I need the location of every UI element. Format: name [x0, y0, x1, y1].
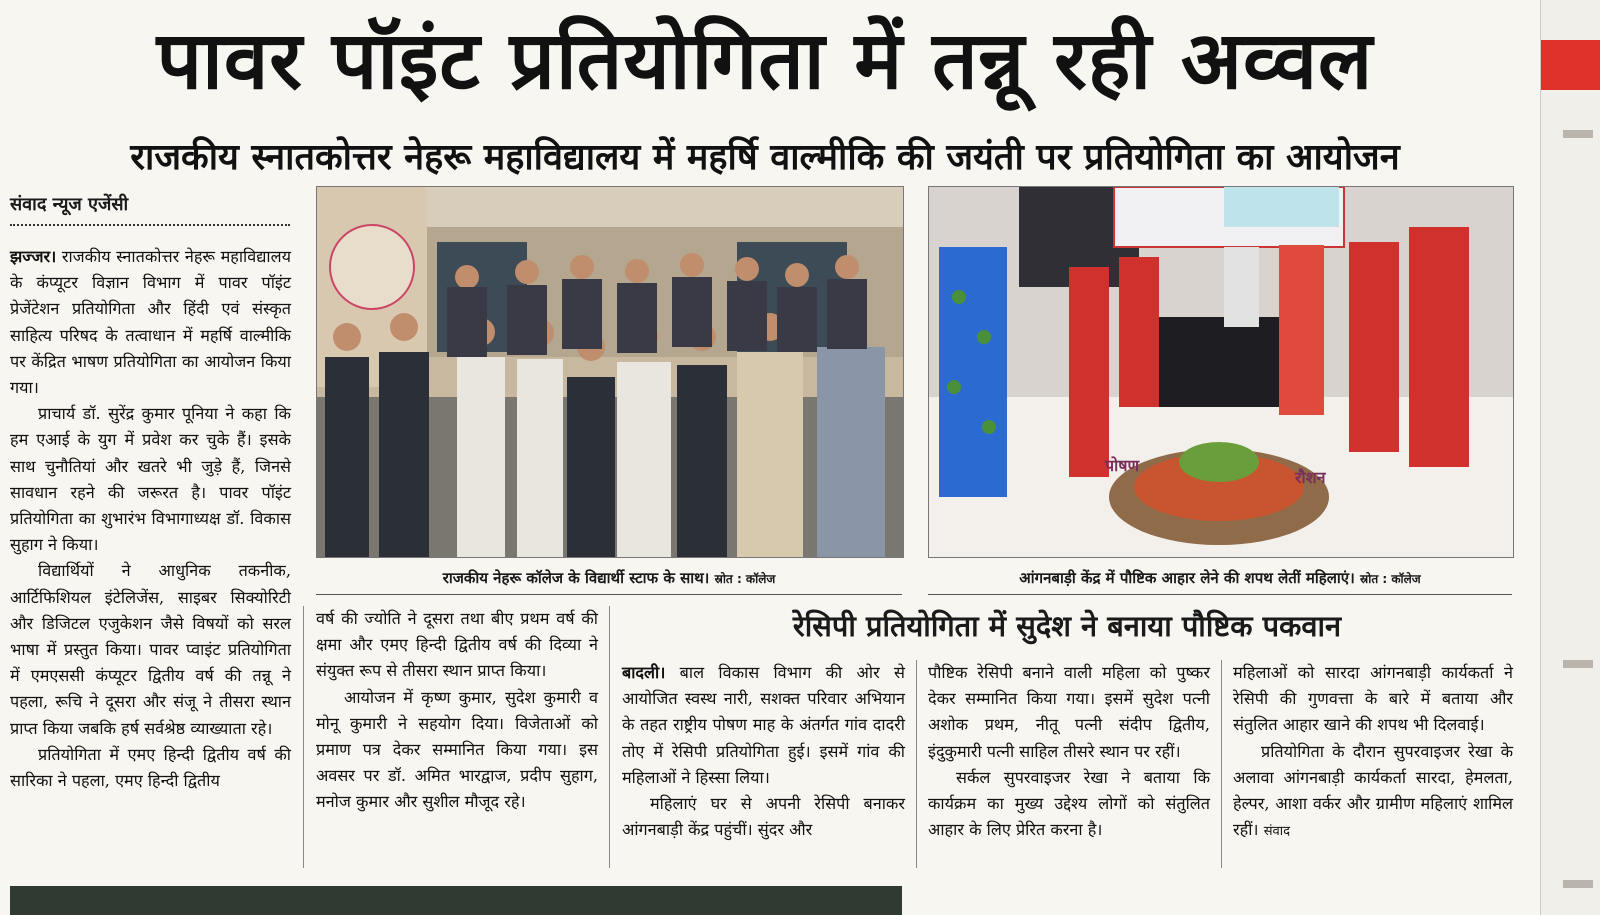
column-divider	[1221, 660, 1222, 868]
next-article-photo-edge	[10, 886, 902, 915]
byline-divider	[10, 224, 290, 226]
story1-paragraph: प्राचार्य डॉ. सुरेंद्र कुमार पूनिया ने कहा कि हम एआई के युग में प्रवेश कर चुके हैं। इसके साथ चुनौतियां और खतरे भी जुड़े हैं, जिनसे सावधान रहने की जरूरत है। पावर पॉइंट प्रतियोगिता का शुभारंभ विभागाध्यक्ष डॉ. विकास सुहाग ने किया।	[10, 404, 291, 555]
photo2-caption-text: आंगनबाड़ी केंद्र में पौष्टिक आहार लेने की शपथ लेतीं महिलाएं।	[1019, 569, 1355, 587]
adjacent-red-banner	[1541, 40, 1600, 90]
photo2-caption-rule	[928, 594, 1512, 595]
story1-dateline: झज्जर।	[10, 247, 57, 266]
story2-column-1	[622, 660, 905, 843]
photo1-caption-text: राजकीय नेहरू कॉलेज के विद्यार्थी स्टाफ के साथ।	[442, 569, 710, 587]
photo1-source: स्रोत : कॉलेज	[714, 572, 776, 586]
adjacent-text-fragment	[1563, 660, 1593, 668]
story1-column-2	[316, 606, 598, 816]
story1-paragraph: आयोजन में कृष्ण कुमार, सुदेश कुमारी व मोनू कुमारी ने सहयोग दिया। विजेताओं को प्रमाण पत्र देकर सम्मानित किया गया। इस अवसर पर डॉ. अमित भारद्वाज, प्रदीप सुहाग, मनोज कुमार और सुशील मौजूद रहे।	[316, 687, 598, 812]
byline: संवाद न्यूज एजेंसी	[10, 194, 129, 215]
story1-paragraph: वर्ष की ज्योति ने दूसरा तथा बीए प्रथम वर्ष की क्षमा और एमए हिन्दी द्वितीय वर्ष की दिव्या ने संयुक्त रूप से तीसरा स्थान प्राप्त किया।	[316, 609, 598, 681]
photo1-caption-rule	[316, 594, 902, 595]
photo-anganwadi-pledge	[928, 186, 1514, 558]
column-divider	[916, 660, 917, 868]
story2-column-3	[1233, 660, 1513, 845]
page-subheadline: राजकीय स्नातकोत्तर नेहरू महाविद्यालय में महर्षि वाल्मीकि की जयंती पर प्रतियोगिता का आयोजन	[130, 137, 1400, 178]
story2-column-2	[928, 660, 1210, 843]
story2-paragraph: सर्कल सुपरवाइजर रेखा ने बताया कि कार्यक्रम का मुख्य उद्देश्य लोगों को संतुलित आहार के लिए प्रेरित करना है।	[928, 767, 1210, 840]
story1-paragraph: राजकीय स्नातकोत्तर नेहरू महाविद्यालय के कंप्यूटर विज्ञान विभाग में पावर पॉइंट प्रेजेंटेशन प्रतियोगिता और हिंदी एवं संस्कृत साहित्य परिषद के तत्वाधान में महर्षि वाल्मीकि पर केंद्रित भाषण प्रतियोगिता का आयोजन किया गया।	[10, 247, 291, 398]
photo2-caption	[928, 565, 1512, 592]
story1-paragraph: प्रतियोगिता में एमए हिन्दी द्वितीय वर्ष की सारिका ने पहला, एमए हिन्दी द्वितीय	[10, 744, 291, 791]
story2-paragraph: प्रतियोगिता के दौरान सुपरवाइजर रेखा के अलावा आंगनबाड़ी कार्यकर्ता सारदा, हेमलता, हेल्पर, आशा वर्कर और ग्रामीण महिलाएं शामिल रहीं।	[1233, 741, 1513, 840]
photo-college-group	[316, 186, 904, 558]
photo1-caption	[316, 565, 902, 592]
story2-paragraph: पौष्टिक रेसिपी बनाने वाली महिला को पुष्कर देकर सम्मानित किया गया। इसमें सुदेश पत्नी अशोक प्रथम, नीतू पत्नी संदीप द्वितीय, इंदुकुमारी पत्नी साहिल तीसरे स्थान पर रहीं।	[928, 663, 1210, 761]
story2-headline: रेसिपी प्रतियोगिता में सुदेश ने बनाया पौष्टिक पकवान	[792, 609, 1342, 643]
adjacent-text-fragment	[1563, 880, 1593, 888]
story2-paragraph: बाल विकास विभाग की ओर से आयोजित स्वस्थ नारी, सशक्त परिवार अभियान के तहत राष्ट्रीय पोषण माह के अंतर्गत गांव दादरी तोए में रेसिपी प्रतियोगिता हुई। इसमें गांव की महिलाओं ने हिस्सा लिया।	[622, 663, 905, 787]
adjacent-page-edge	[1540, 0, 1600, 915]
story2-paragraph: महिलाएं घर से अपनी रेसिपी बनाकर आंगनबाड़ी केंद्र पहुंचीं। सुंदर और	[622, 794, 905, 840]
rangoli-text-right: रौशन	[1295, 468, 1326, 487]
photo2-source: स्रोत : कॉलेज	[1360, 572, 1421, 586]
story2-dateline: बादली।	[622, 663, 666, 682]
rangoli-text-left: पोषण	[1105, 456, 1140, 475]
story1-column-1	[10, 244, 291, 794]
story1-paragraph: विद्यार्थियों ने आधुनिक तकनीक, आर्टिफिशियल इंटेलिजेंस, साइबर सिक्योरिटी और डिजिटल एजुकेशन जैसे विषयों को सरल भाषा में प्रस्तुत किया। पावर प्वाइंट प्रतियोगिता में एमएससी कंप्यूटर द्वितीय वर्ष की तन्नू ने पहला, रूचि ने दूसरा और संजू ने तीसरा स्थान प्राप्त किया जबकि हर्ष सर्वश्रेष्ठ व्याख्याता रहे।	[10, 561, 291, 738]
group-photo-image	[317, 187, 903, 557]
page-headline: पावर पॉइंट प्रतियोगिता में तन्नू रही अव्वल	[156, 14, 1374, 107]
story2-signoff: संवाद	[1263, 824, 1290, 840]
column-divider	[303, 606, 304, 868]
adjacent-text-fragment	[1563, 130, 1593, 138]
pledge-photo-image	[929, 187, 1513, 557]
story2-paragraph: महिलाओं को सारदा आंगनबाड़ी कार्यकर्ता ने रेसिपी की गुणवत्ता के बारे में बताया और संतुलित आहार खाने की शपथ भी दिलवाई।	[1233, 663, 1513, 735]
column-divider	[609, 606, 610, 868]
